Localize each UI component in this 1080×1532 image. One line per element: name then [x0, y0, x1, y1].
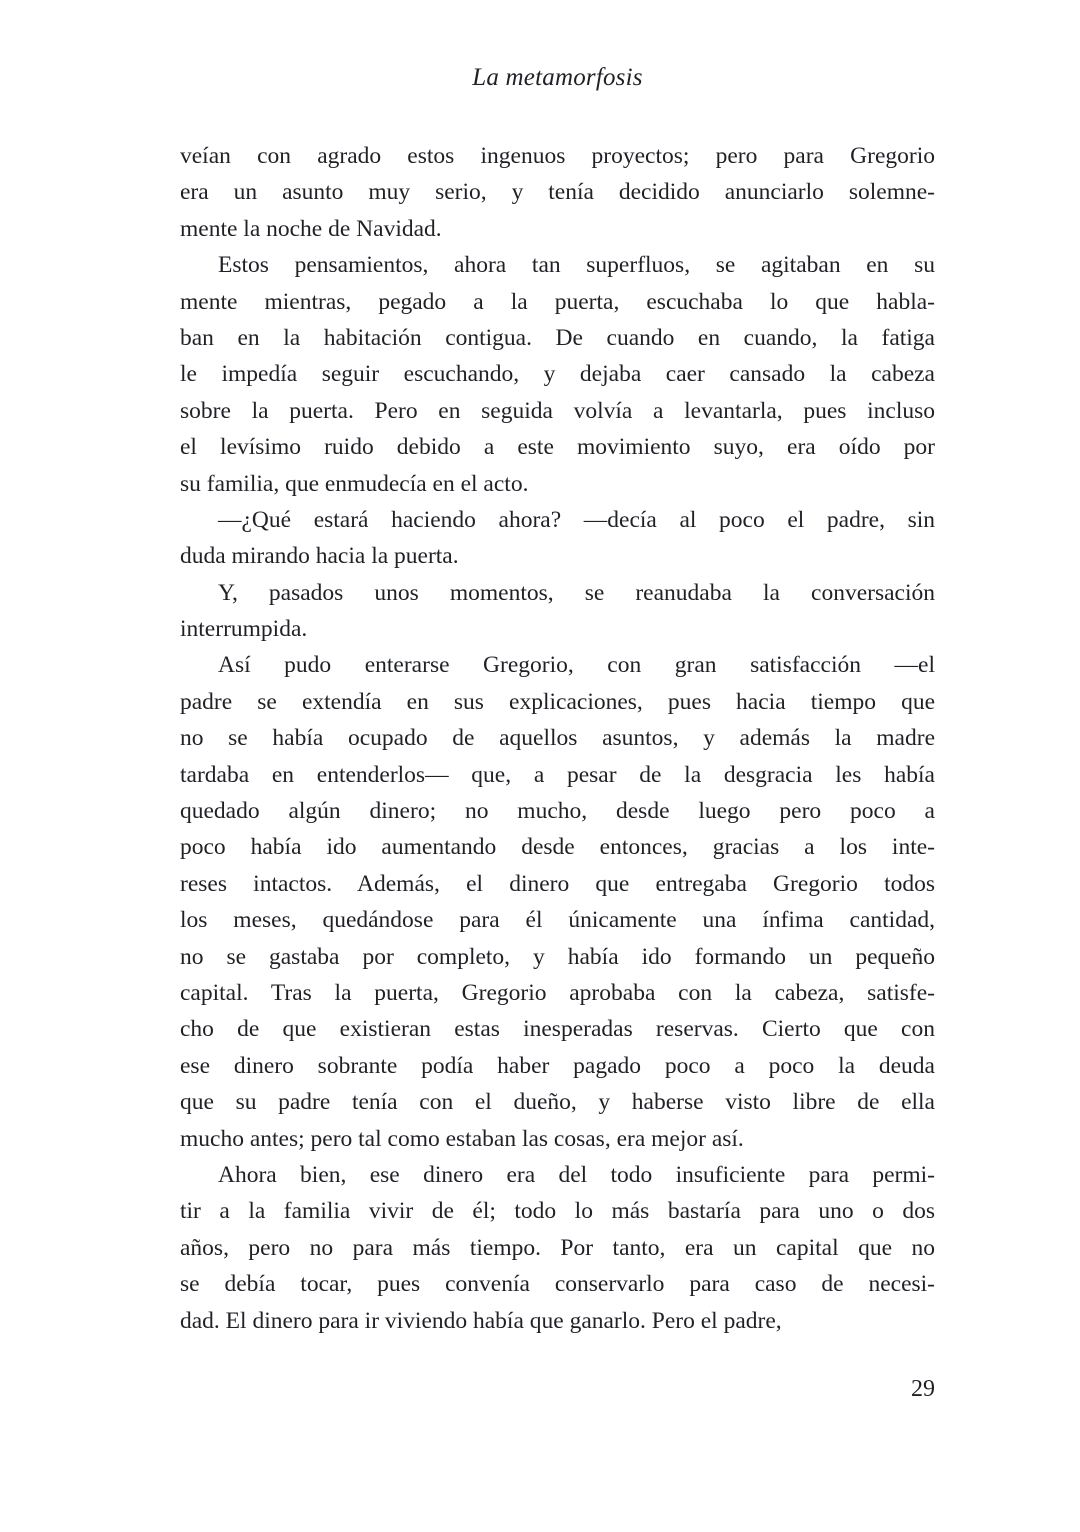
text-line: mente mientras, pegado a la puerta, escuchaba lo que habla- — [180, 288, 935, 315]
text-line: Así pudo enterarse Gregorio, con gran satisfacción —el — [218, 652, 935, 679]
text-line: ban en la habitación contigua. De cuando en cuando, la fatiga — [180, 324, 935, 351]
text-line: los meses, quedándose para él únicamente una ínfima cantidad, — [180, 907, 935, 934]
running-header: La metamorfosis — [472, 64, 643, 91]
text-line: no se había ocupado de aquellos asuntos, y además la madre — [180, 725, 935, 752]
text-line: tardaba en entenderlos— que, a pesar de la desgracia les había — [180, 761, 935, 788]
text-line: dad. El dinero para ir viviendo había que ganarlo. Pero el padre, — [180, 1307, 782, 1334]
text-line: le impedía seguir escuchando, y dejaba caer cansado la cabeza — [180, 361, 935, 388]
paragraph — [180, 647, 935, 1156]
paragraph — [180, 138, 935, 247]
text-line: sobre la puerta. Pero en seguida volvía a levantarla, pues incluso — [180, 397, 935, 424]
text-line: no se gastaba por completo, y había ido formando un pequeño — [180, 943, 935, 970]
text-line: veían con agrado estos ingenuos proyectos; pero para Gregorio — [180, 143, 935, 169]
text-line: cho de que existieran estas inesperadas reservas. Cierto que con — [180, 1016, 935, 1043]
text-line: poco había ido aumentando desde entonces, gracias a los inte- — [180, 834, 935, 861]
text-line: años, pero no para más tiempo. Por tanto, era un capital que no — [180, 1234, 935, 1261]
text-line: Estos pensamientos, ahora tan superfluos, se agitaban en su — [218, 252, 935, 279]
paragraph — [180, 502, 935, 575]
text-line: quedado algún dinero; no mucho, desde luego pero poco a — [180, 798, 935, 825]
text-line: mente la noche de Navidad. — [180, 215, 442, 242]
text-block — [180, 138, 935, 1339]
text-line: su familia, que enmudecía en el acto. — [180, 470, 529, 497]
text-line: Y, pasados unos momentos, se reanudaba la conversación — [218, 579, 935, 606]
text-line: padre se extendía en sus explicaciones, pues hacia tiempo que — [180, 688, 935, 715]
paragraph — [180, 247, 935, 502]
text-line: el levísimo ruido debido a este movimiento suyo, era oído por — [180, 434, 935, 461]
page-number: 29 — [911, 1376, 935, 1402]
text-line: ese dinero sobrante podía haber pagado poco a poco la deuda — [180, 1052, 935, 1079]
text-line: mucho antes; pero tal como estaban las cosas, era mejor así. — [180, 1125, 744, 1152]
paragraph — [180, 1157, 935, 1339]
text-line: duda mirando hacia la puerta. — [180, 543, 459, 570]
text-line: reses intactos. Además, el dinero que entregaba Gregorio todos — [180, 870, 935, 897]
text-line: tir a la familia vivir de él; todo lo más bastaría para uno o dos — [180, 1198, 935, 1225]
text-line: interrumpida. — [180, 616, 308, 643]
paragraph — [180, 575, 935, 648]
text-line: capital. Tras la puerta, Gregorio aprobaba con la cabeza, satisfe- — [180, 979, 935, 1006]
text-line: Ahora bien, ese dinero era del todo insuficiente para permi- — [218, 1161, 935, 1188]
text-line: —¿Qué estará haciendo ahora? —decía al poco el padre, sin — [218, 506, 935, 533]
text-line: que su padre tenía con el dueño, y haberse visto libre de ella — [180, 1089, 935, 1116]
text-line: era un asunto muy serio, y tenía decidido anunciarlo solemne- — [180, 179, 935, 206]
text-line: se debía tocar, pues convenía conservarlo para caso de necesi- — [180, 1271, 935, 1298]
